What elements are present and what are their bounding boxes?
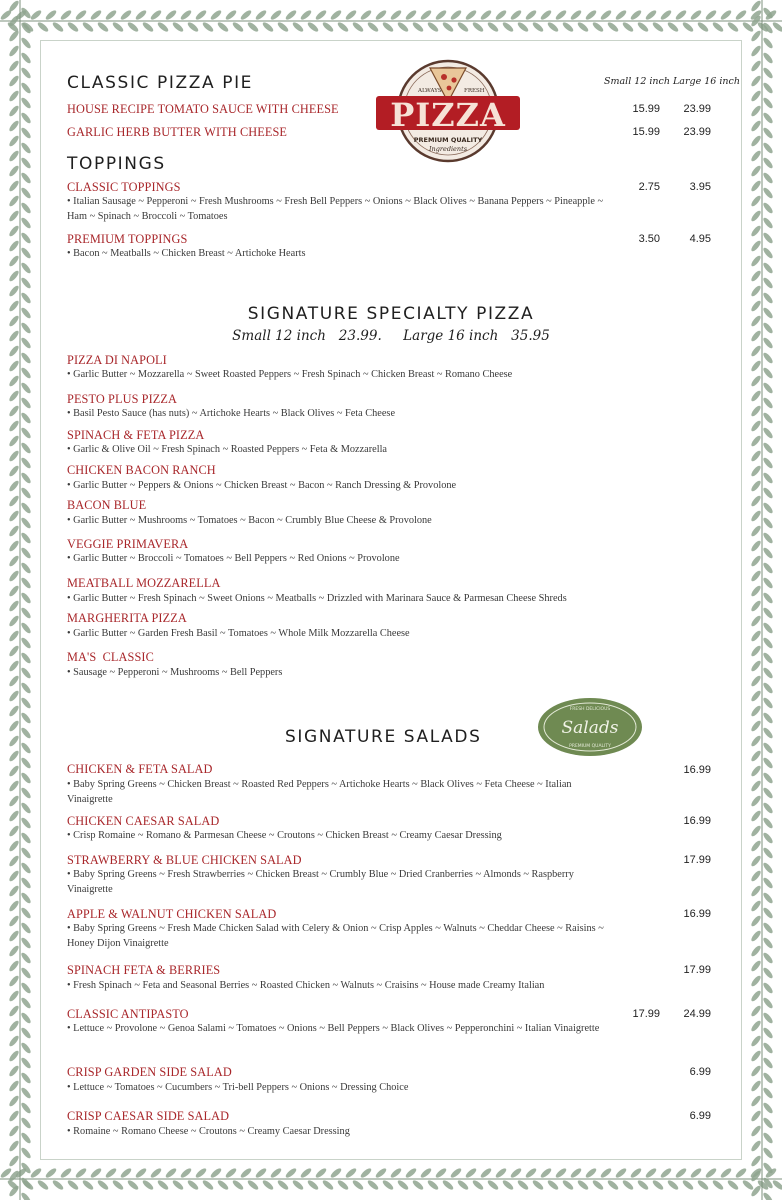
classic-item-price-small: 15.99 [632,103,660,115]
topping-price-large: 4.95 [689,233,711,245]
specialty-item-name: MARGHERITA PIZZA [67,611,187,625]
specialty-item-name: MEATBALL MOZZARELLA [67,576,221,590]
topping-price-large: 3.95 [689,181,711,193]
topping-price-small: 2.75 [638,181,660,193]
classic-item-price-large: 23.99 [683,126,711,138]
specialty-item-name: BACON BLUE [67,498,147,512]
salad-desc: • Fresh Spinach ~ Feta and Seasonal Berries ~ Roasted Chicken ~ Walnuts ~ Craisins ~ House made Creamy Italian [67,980,545,991]
topping-name: PREMIUM TOPPINGS [67,232,188,246]
salad-name: CRISP CAESAR SIDE SALAD [67,1109,230,1123]
salad-desc: • Lettuce ~ Tomatoes ~ Cucumbers ~ Tri-bell Peppers ~ Onions ~ Dressing Choice [67,1082,409,1093]
salad-price-small: 17.99 [632,1008,660,1020]
salad-name: CHICKEN & FETA SALAD [67,762,213,776]
vine-border-bottom [0,1158,782,1200]
salad-desc: • Lettuce ~ Provolone ~ Genoa Salami ~ Tomatoes ~ Onions ~ Bell Peppers ~ Black Olives ~ Pepperonchini ~ Italian Vinaigrette [67,1023,600,1034]
logo-text-always: ALWAYS [418,88,442,94]
column-header-large: Large 16 inch [673,76,740,87]
topping-name: CLASSIC TOPPINGS [67,180,181,194]
salads-badge [537,697,643,757]
vine-border-left [0,0,40,1200]
salad-name: CHICKEN CAESAR SALAD [67,814,220,828]
specialty-item-desc: • Garlic Butter ~ Mushrooms ~ Tomatoes ~ Bacon ~ Crumbly Blue Cheese & Provolone [67,515,432,526]
classic-item-price-large: 23.99 [683,103,711,115]
badge-ring-top: FRESH DELICIOUS [569,707,611,712]
salads-title: SIGNATURE SALADS [285,727,482,747]
salad-desc: • Baby Spring Greens ~ Fresh Strawberries ~ Chicken Breast ~ Crumbly Blue ~ Dried Cranberries ~ Almonds ~ Raspberry Vinaigrette [67,869,574,895]
specialty-item-name: PIZZA DI NAPOLI [67,353,167,367]
salad-price: 6.99 [689,1066,711,1078]
vine-border-top [0,0,782,42]
specialty-item-desc: • Garlic Butter ~ Peppers & Onions ~ Chicken Breast ~ Bacon ~ Ranch Dressing & Provolone [67,480,457,491]
classic-item-price-small: 15.99 [632,126,660,138]
salad-name: STRAWBERRY & BLUE CHICKEN SALAD [67,853,302,867]
toppings-title: TOPPINGS [67,154,166,174]
specialty-item-name: MA'S CLASSIC [67,650,154,664]
specialty-item-desc: • Garlic Butter ~ Garden Fresh Basil ~ Tomatoes ~ Whole Milk Mozzarella Cheese [67,628,410,639]
salad-name: SPINACH FETA & BERRIES [67,963,221,977]
pizza-logo [374,56,522,166]
specialty-item-desc: • Garlic Butter ~ Fresh Spinach ~ Sweet Onions ~ Meatballs ~ Drizzled with Marinara Sauce & Parmesan Cheese Shreds [67,593,567,604]
topping-price-small: 3.50 [638,233,660,245]
column-header-small: Small 12 inch [604,76,670,87]
badge-main-text: Salads [561,718,619,738]
salad-price: 16.99 [683,908,711,920]
salad-price: 16.99 [683,764,711,776]
salad-desc: • Crisp Romaine ~ Romano & Parmesan Cheese ~ Croutons ~ Chicken Breast ~ Creamy Caesar Dressing [67,830,502,841]
classic-pizza-title: CLASSIC PIZZA PIE [67,73,254,93]
salad-desc: • Romaine ~ Romano Cheese ~ Croutons ~ Creamy Caesar Dressing [67,1126,350,1137]
specialty-item-name: CHICKEN BACON RANCH [67,463,216,477]
specialty-item-name: VEGGIE PRIMAVERA [67,537,189,551]
specialty-pizza-title: SIGNATURE SPECIALTY PIZZA [247,304,535,324]
specialty-pizza-prices: Small 12 inch 23.99. Large 16 inch 35.95 [232,328,550,344]
salad-name: CRISP GARDEN SIDE SALAD [67,1065,232,1079]
classic-item-name: HOUSE RECIPE TOMATO SAUCE WITH CHEESE [67,102,339,116]
specialty-item-desc: • Basil Pesto Sauce (has nuts) ~ Artichoke Hearts ~ Black Olives ~ Feta Cheese [67,408,396,419]
topping-desc: • Italian Sausage ~ Pepperoni ~ Fresh Mushrooms ~ Fresh Bell Peppers ~ Onions ~ Black Olives ~ Banana Peppers ~ Pineapple ~ Ham ~ Spinach ~ Broccoli ~ Tomatoes [67,196,604,222]
salad-price: 17.99 [683,854,711,866]
specialty-item-desc: • Garlic Butter ~ Mozzarella ~ Sweet Roasted Peppers ~ Fresh Spinach ~ Chicken Breast ~ Romano Cheese [67,369,513,380]
salad-desc: • Baby Spring Greens ~ Fresh Made Chicken Salad with Celery & Onion ~ Crisp Apples ~ Walnuts ~ Cheddar Cheese ~ Raisins ~ Honey Dijon Vinaigrette [67,923,604,949]
vine-border-right [742,0,782,1200]
specialty-item-name: PESTO PLUS PIZZA [67,392,178,406]
salad-price: 16.99 [683,815,711,827]
specialty-item-desc: • Garlic & Olive Oil ~ Fresh Spinach ~ Roasted Peppers ~ Feta & Mozzarella [67,444,387,455]
salad-price: 17.99 [683,964,711,976]
specialty-item-desc: • Garlic Butter ~ Broccoli ~ Tomatoes ~ Bell Peppers ~ Red Onions ~ Provolone [67,553,400,564]
logo-sub-text-2: Ingredients [428,145,468,153]
salad-price: 24.99 [683,1008,711,1020]
logo-text-fresh: FRESH [464,88,485,94]
badge-ring-bottom: PREMIUM QUALITY [569,744,611,749]
logo-main-text: PIZZA [390,96,506,134]
salad-name: CLASSIC ANTIPASTO [67,1007,189,1021]
specialty-item-name: SPINACH & FETA PIZZA [67,428,205,442]
salad-price: 6.99 [689,1110,711,1122]
classic-item-name: GARLIC HERB BUTTER WITH CHEESE [67,125,288,139]
logo-sub-text: PREMIUM QUALITY [413,136,483,144]
salad-desc: • Baby Spring Greens ~ Chicken Breast ~ Roasted Red Peppers ~ Artichoke Hearts ~ Black Olives ~ Feta Cheese ~ Italian Vinaigrette [67,779,572,805]
topping-desc: • Bacon ~ Meatballs ~ Chicken Breast ~ Artichoke Hearts [67,248,306,259]
salad-name: APPLE & WALNUT CHICKEN SALAD [67,907,277,921]
specialty-item-desc: • Sausage ~ Pepperoni ~ Mushrooms ~ Bell Peppers [67,667,283,678]
